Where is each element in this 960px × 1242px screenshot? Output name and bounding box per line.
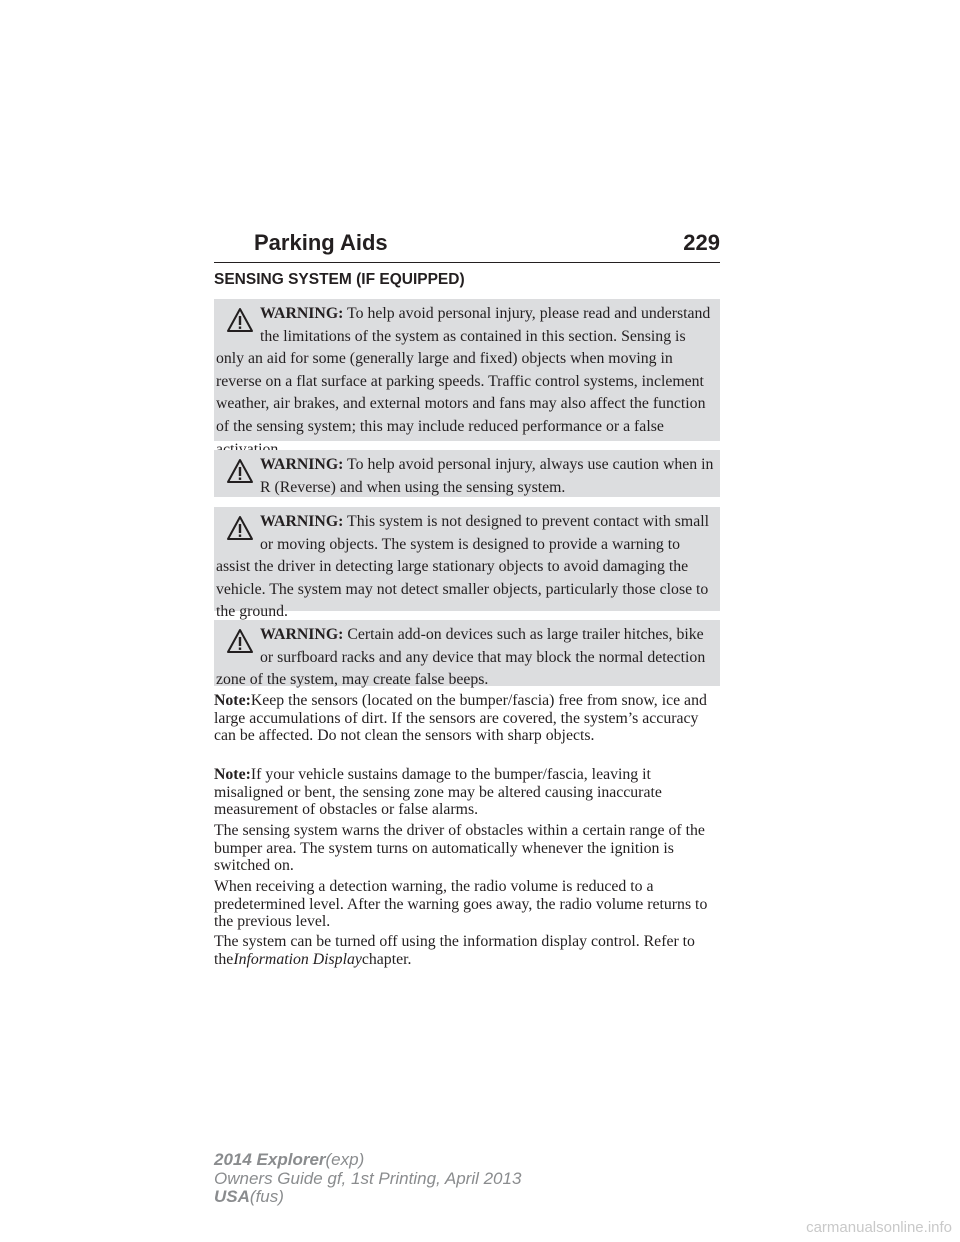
warning-label: WARNING: — [260, 626, 344, 643]
note-label: Note: — [214, 692, 251, 709]
note-text: If your vehicle sustains damage to the bumper/fascia, leaving it misaligned or bent, the sensing zone may be altered causing inaccurate measurement of obstacles or false alarms. — [214, 766, 662, 818]
warning-label: WARNING: — [260, 305, 344, 322]
chapter-reference: Information Display — [233, 950, 362, 968]
warning-body: To help avoid personal injury, please read and understand the limitations of the system as contained in this section. Sensing is only an aid for some (generally large and fixed) objects when moving in reverse on a flat surface at parking speeds. Traffic control systems, inclement weather, air brakes, and external motors and fans may also affect the function of the sensing system; this may include reduced performance or a false — [216, 305, 711, 435]
warning-body: This system is not designed to prevent contact with small or moving objects. The system is designed to provide a warning to assist the driver in detecting large stationary objects to avoid damaging the vehicle. The system may not detect smaller objects, particularly those close to the ground. — [216, 513, 710, 621]
note-text: Keep the sensors (located on the bumper/fascia) free from snow, ice and large accumulations of dirt. If the sensors are covered, the system’s accuracy can be affected. Do not clean the sensors with sharp objects. — [214, 692, 707, 744]
footer-code: (fus) — [249, 1187, 284, 1206]
body-text: chapter. — [361, 950, 412, 968]
warning-body: To help avoid personal injury, always use caution when in R (Reverse) and when using the sensing system. — [260, 456, 714, 496]
page-footer — [214, 1151, 521, 1207]
body-text: The system can be turned off using the information display control. Refer to the — [214, 933, 695, 968]
footer-line: Owners Guide gf, 1st Printing, April 2013 — [214, 1168, 522, 1188]
page-number: 229 — [683, 230, 720, 255]
footer-line — [214, 1151, 521, 1170]
footer-code: (exp) — [325, 1150, 365, 1169]
body-paragraph: When receiving a detection warning, the radio volume is reduced to a predetermined level. After the warning goes away, the radio volume returns to the previous level. — [214, 878, 708, 930]
warning-triangle-icon — [226, 628, 254, 654]
warning-triangle-icon — [226, 515, 254, 541]
page-header — [214, 228, 720, 263]
body-paragraph: The sensing system warns the driver of obstacles within a certain range of the bumper area. The system turns on automatically whenever the ignition is switched on. — [214, 822, 705, 874]
chapter-title: Parking Aids — [254, 230, 388, 255]
warning-box — [214, 299, 720, 441]
footer-line — [214, 1188, 521, 1207]
note-paragraph — [214, 692, 720, 745]
section-title: SENSING SYSTEM (IF EQUIPPED) — [214, 271, 465, 288]
warning-box — [214, 450, 720, 497]
note-label: Note: — [214, 766, 251, 783]
warning-triangle-icon — [226, 307, 254, 333]
warning-triangle-icon — [226, 458, 254, 484]
warning-label: WARNING: — [260, 456, 344, 473]
watermark: carmanualsonline.info — [806, 1219, 952, 1236]
warning-label: WARNING: — [260, 513, 344, 530]
warning-box — [214, 507, 720, 621]
warning-box — [214, 620, 720, 689]
warning-body: Certain add-on devices such as large trailer hitches, bike or surfboard racks and any device that may block the normal detection zone of the system, may create false beeps. — [216, 626, 706, 689]
warning-text — [216, 624, 716, 692]
note-paragraph — [214, 766, 720, 819]
warning-text — [216, 303, 716, 461]
body-paragraph — [214, 933, 720, 968]
footer-model: 2014 Explorer — [214, 1150, 326, 1169]
footer-market: USA — [214, 1187, 250, 1206]
warning-text — [216, 511, 716, 624]
warning-text — [216, 454, 716, 499]
